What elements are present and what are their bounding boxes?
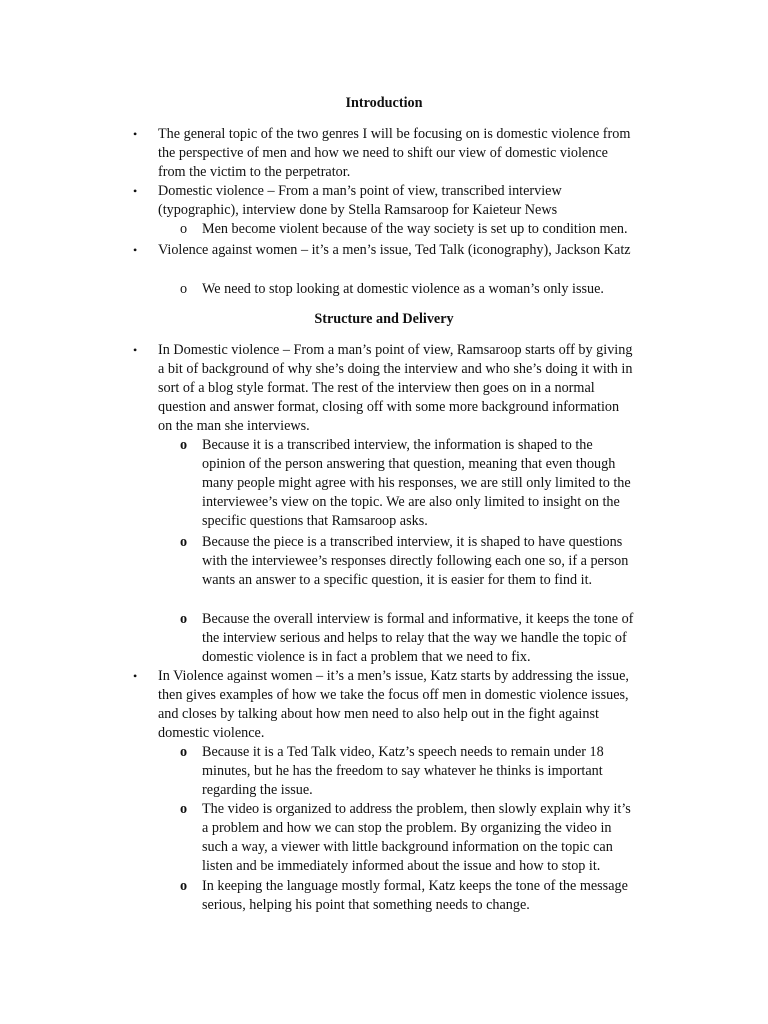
- sub-list-item-text: Because the piece is a transcribed interview, it is shaped to have questions with the interviewee’s responses directly following each one so, if a person wants an answer to a specific question, it is easier for them to find it.: [202, 534, 629, 588]
- sub-list-item-text: Because the overall interview is formal and informative, it keeps the tone of the interview serious and helps to relay that the way we handle the topic of domestic violence is in fact a problem that we need to fix.: [202, 611, 634, 665]
- sub-list-item-text: Because it is a Ted Talk video, Katz’s speech needs to remain under 18 minutes, but he has the freedom to say whatever he thinks is important regarding the issue.: [202, 744, 604, 798]
- sub-list-item-text: Because it is a transcribed interview, the information is shaped to the opinion of the person answering that question, meaning that even though many people might agree with his responses, we are still only limited to the interviewee’s view on the topic. We are also only limited to insight on the specific questions that Ramsaroop asks.: [202, 437, 631, 529]
- circle-bullet-icon: o: [180, 437, 188, 453]
- sub-list-item-text: The video is organized to address the problem, then slowly explain why it’s a problem and how we can stop the problem. By organizing the video in such a way, a viewer with little background information on the topic can listen and be immediately informed about the issue and how to stop it.: [202, 801, 631, 874]
- circle-bullet-icon: o: [180, 611, 188, 627]
- bullet-icon: •: [133, 669, 138, 683]
- circle-bullet-icon: o: [180, 744, 188, 760]
- sub-list-item-text: We need to stop looking at domestic violence as a woman’s only issue.: [202, 281, 604, 297]
- circle-bullet-icon: o: [180, 221, 188, 237]
- list-item-text: In Violence against women – it’s a men’s issue, Katz starts by addressing the issue, then gives examples of how we take the focus off men in domestic violence issues, and closes by talking about how men need to also help out in the fight against domestic violence.: [158, 668, 629, 741]
- sub-list-item-text: In keeping the language mostly formal, Katz keeps the tone of the message serious, helping his point that something needs to change.: [202, 878, 628, 913]
- structure-heading: Structure and Delivery: [314, 311, 454, 327]
- bullet-icon: •: [133, 127, 138, 141]
- bullet-icon: •: [133, 343, 138, 357]
- circle-bullet-icon: o: [180, 878, 188, 894]
- circle-bullet-icon: o: [180, 801, 188, 817]
- list-item-text: In Domestic violence – From a man’s point of view, Ramsaroop starts off by giving a bit of background of why she’s doing the interview and who she’s doing it with in sort of a blog style format. The rest of the interview then goes on in a normal question and answer format, closing off with some more background information on the man she interviews.: [158, 342, 633, 434]
- bullet-icon: •: [133, 184, 138, 198]
- list-item-text: Violence against women – it’s a men’s issue, Ted Talk (iconography), Jackson Katz: [158, 242, 631, 258]
- sub-list-item-text: Men become violent because of the way society is set up to condition men.: [202, 221, 628, 237]
- bullet-icon: •: [133, 243, 138, 257]
- circle-bullet-icon: o: [180, 534, 188, 550]
- circle-bullet-icon: o: [180, 281, 188, 297]
- list-item-text: Domestic violence – From a man’s point of view, transcribed interview (typographic), interview done by Stella Ramsaroop for Kaieteur News: [158, 183, 562, 218]
- list-item-text: The general topic of the two genres I will be focusing on is domestic violence from the perspective of men and how we need to shift our view of domestic violence from the victim to the perpetrator.: [158, 126, 631, 180]
- intro-heading: Introduction: [345, 95, 423, 111]
